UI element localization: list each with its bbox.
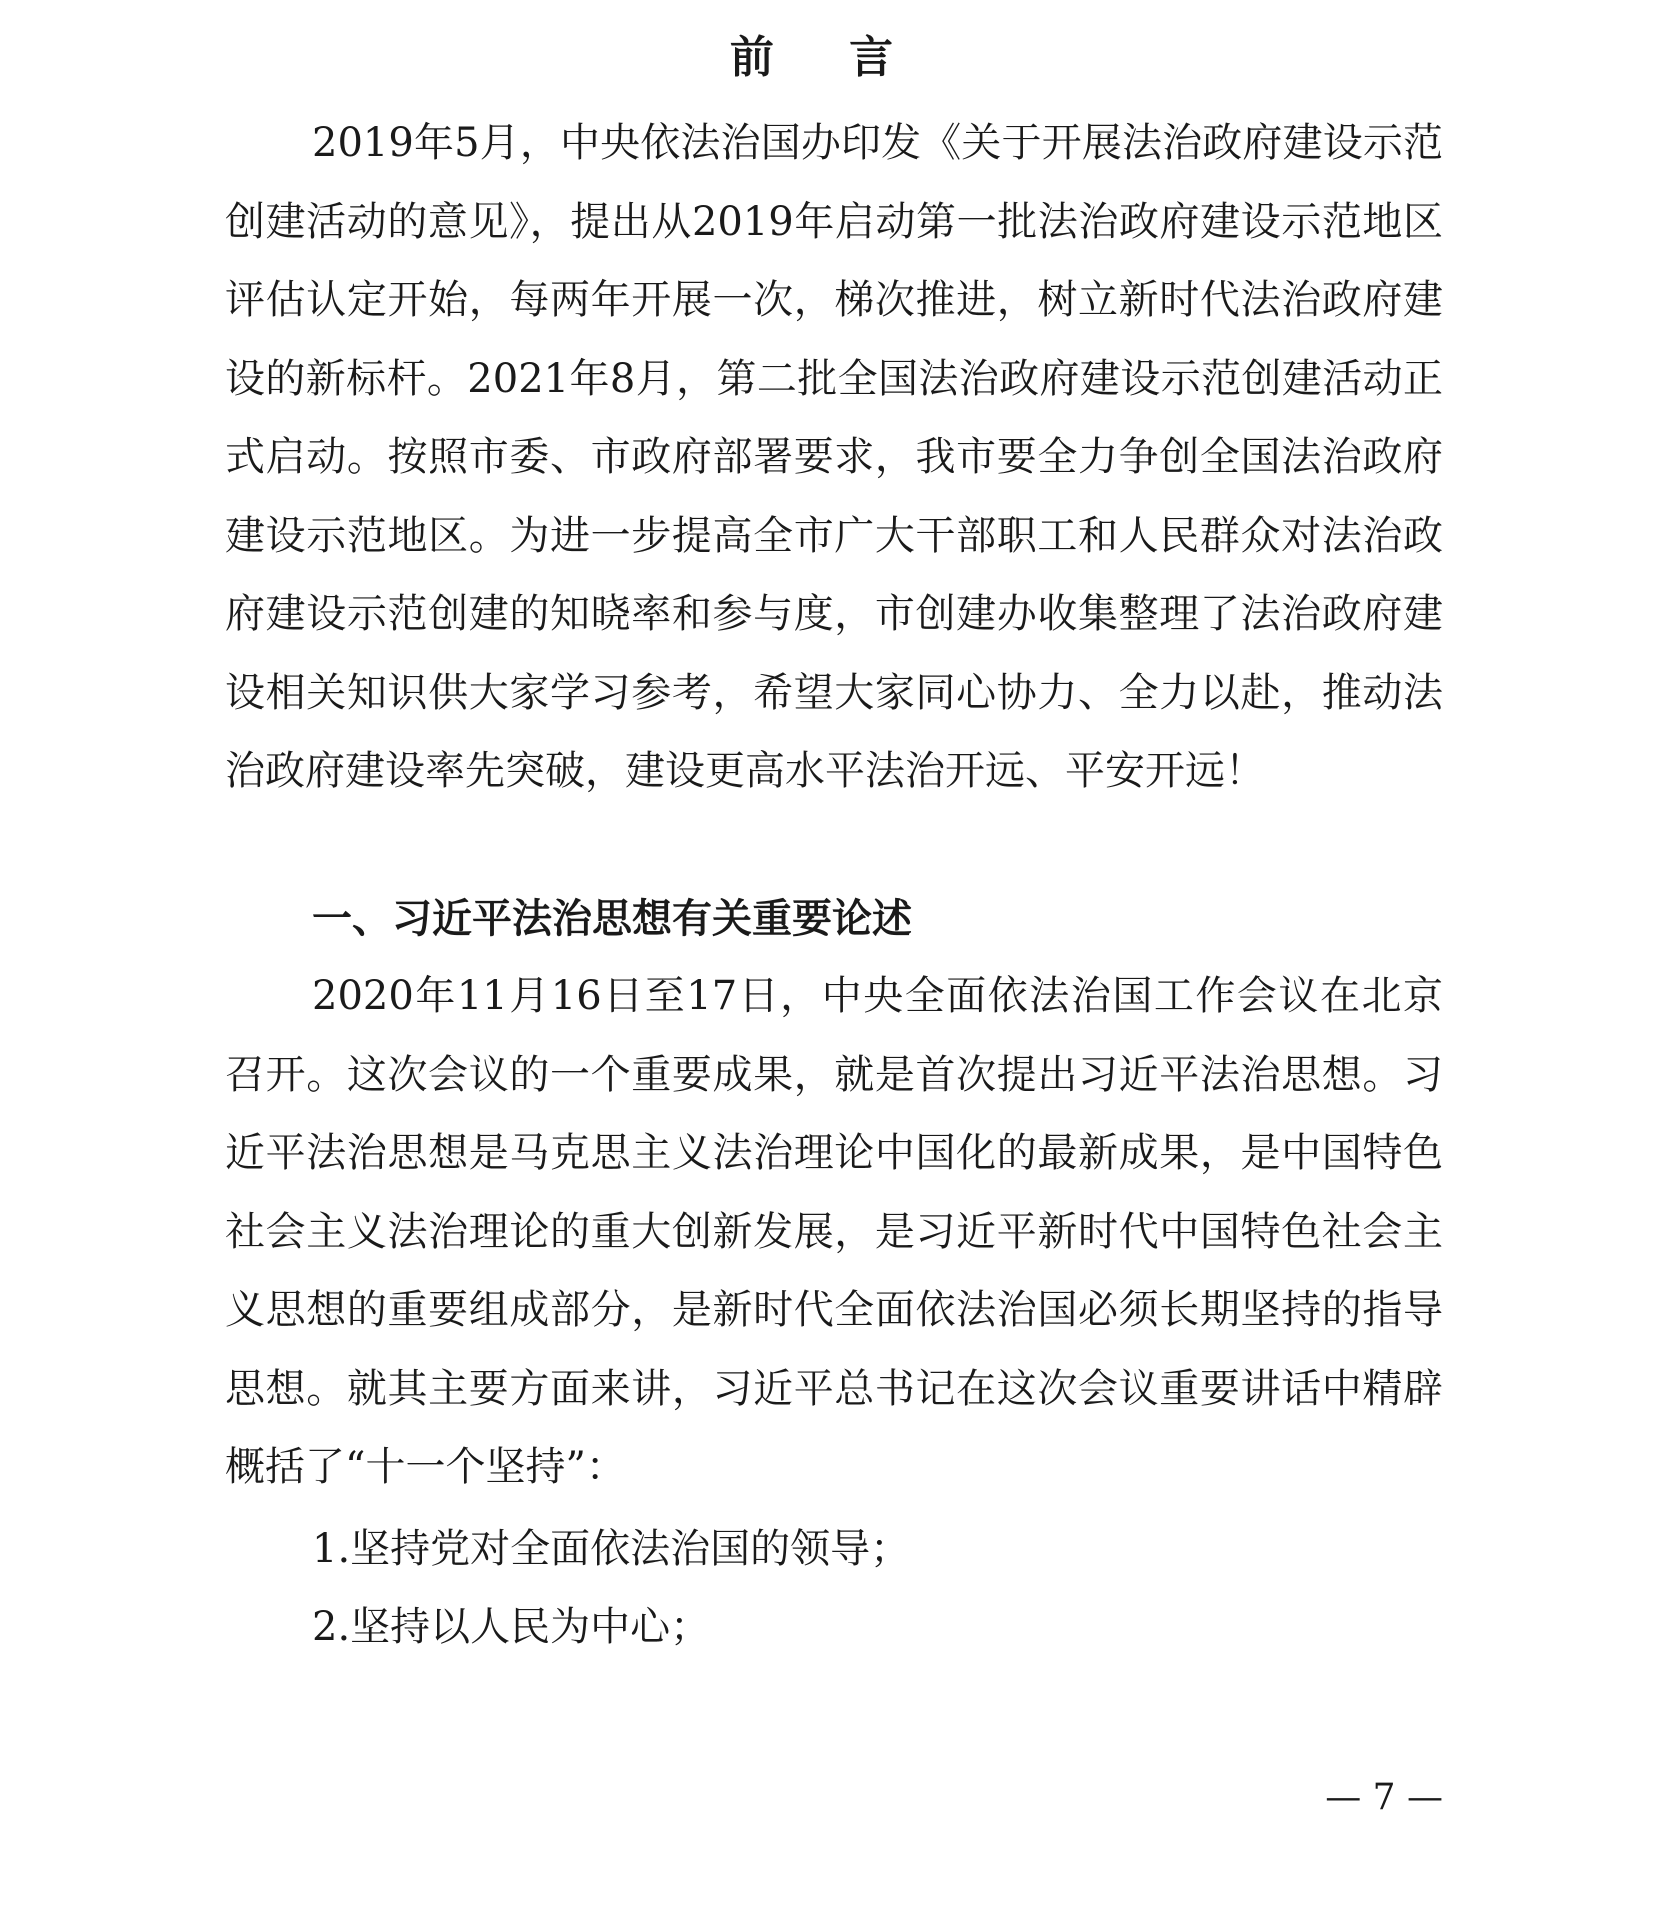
intro-paragraph: 2019年5月，中央依法治国办印发《关于开展法治政府建设示范创建活动的意见》，提出从2019年启动第一批法治政府建设示范地区评估认定开始，每两年开展一次，梯次推进，树立新时代法治政府建设的新标杆。2021年8月，第二批全国法治政府建设示范创建活动正式启动。按照市委、市政府部署要求，我市要全力争创全国法治政府建设示范地区。为进一步提高全市广大干部职工和人民群众对法治政府建设示范创建的知晓率和参与度，市创建办收集整理了法治政府建设相关知识供大家学习参考，希望大家同心协力、全力以赴，推动法治政府建设率先突破，建设更高水平法治开远、平安开远！ — [225, 120, 1443, 794]
section-heading: 一、习近平法治思想有关重要论述 — [312, 896, 912, 942]
section-paragraph: 2020年11月16日至17日，中央全面依法治国工作会议在北京召开。这次会议的一个重要成果，就是首次提出习近平法治思想。习近平法治思想是马克思主义法治理论中国化的最新成果，是中国特色社会主义法治理论的重大创新发展，是习近平新时代中国特色社会主义思想的重要组成部分，是新时代全面依法治国必须长期坚持的指导思想。就其主要方面来讲，习近平总书记在这次会议重要讲话中精辟概括了“十一个坚持”： — [225, 973, 1443, 1490]
list-item: 2.坚持以人民为中心； — [312, 1604, 711, 1650]
document-title: 前 言 — [729, 32, 924, 83]
list-item: 1.坚持党对全面依法治国的领导； — [312, 1526, 911, 1572]
page-number: — 7 — — [1325, 1777, 1443, 1818]
